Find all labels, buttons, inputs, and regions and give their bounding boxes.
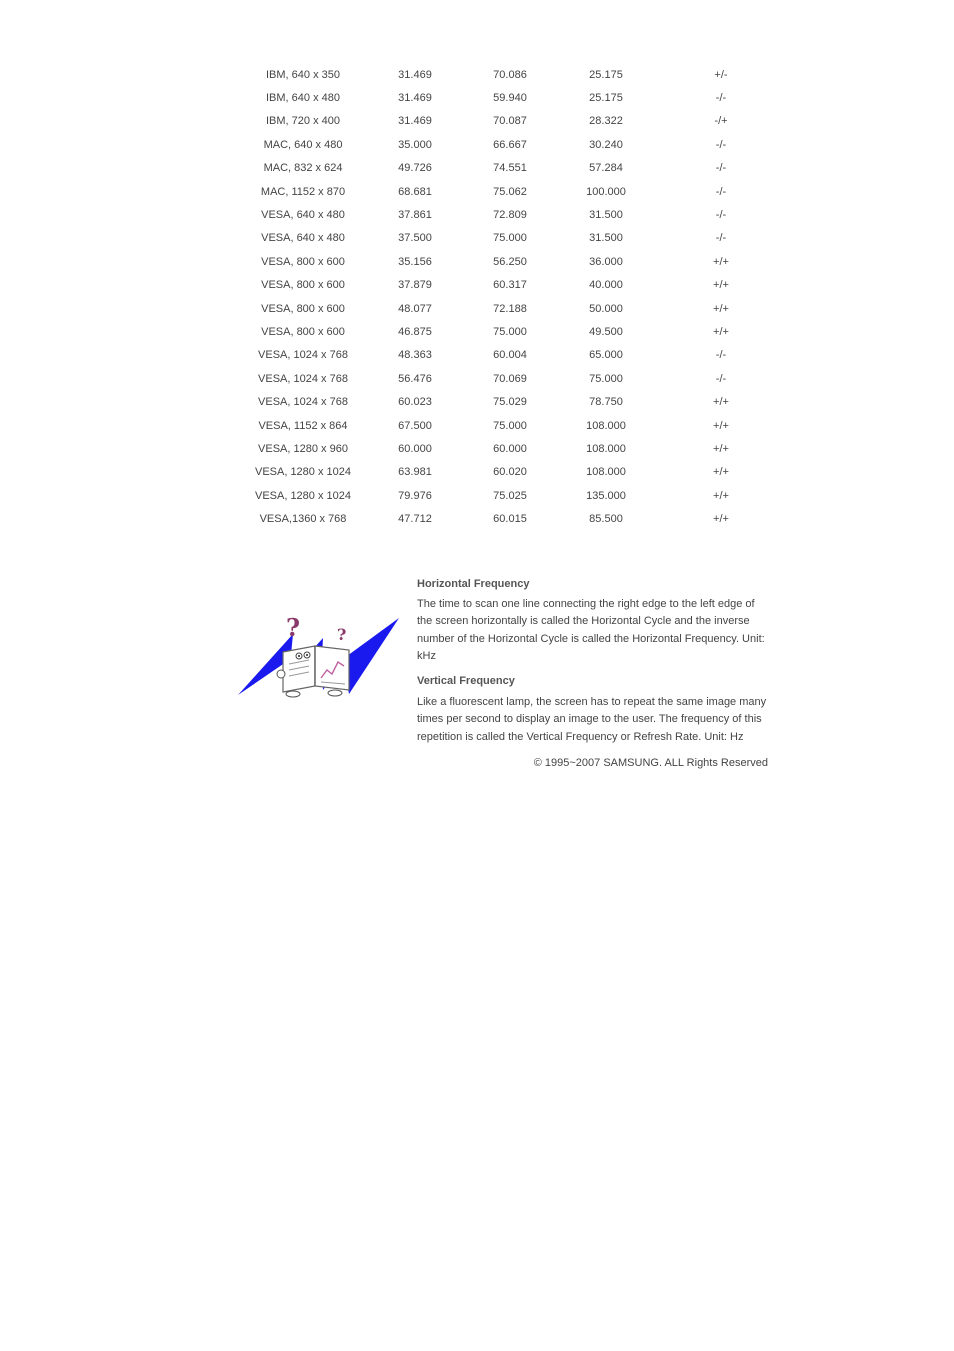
table-row	[249, 203, 777, 226]
table-cell: 48.363	[398, 349, 432, 362]
table-cell: MAC, 1152 x 870	[260, 185, 346, 198]
table-cell: +/+	[713, 419, 729, 432]
table-cell: VESA, 1024 x 768	[258, 349, 348, 362]
copyright-notice: © 1995~2007 SAMSUNG. ALL Rights Reserved	[533, 757, 768, 769]
table-row	[249, 507, 777, 530]
table-cell: -/-	[715, 138, 727, 151]
table-cell: 70.087	[493, 115, 527, 128]
table-cell: 60.000	[398, 442, 432, 455]
table-cell: 70.069	[493, 372, 527, 385]
table-cell: -/-	[715, 232, 727, 245]
table-cell: VESA, 1024 x 768	[258, 372, 348, 385]
svg-text:?: ?	[286, 613, 301, 642]
table-cell: 135.000	[586, 489, 626, 502]
table-cell: 30.240	[589, 138, 623, 151]
table-cell: 31.469	[398, 115, 432, 128]
table-cell: 57.284	[589, 162, 623, 175]
table-cell: 56.250	[493, 255, 527, 268]
table-cell: -/-	[715, 349, 727, 362]
table-row	[249, 367, 777, 390]
table-row	[249, 180, 777, 203]
table-cell: 78.750	[589, 396, 623, 409]
table-cell: -/-	[715, 372, 727, 385]
table-cell: -/+	[714, 115, 728, 128]
table-cell: 60.023	[398, 396, 432, 409]
table-cell: 75.062	[493, 185, 527, 198]
table-cell: 49.500	[589, 325, 623, 338]
table-cell: 65.000	[589, 349, 623, 362]
table-cell: 60.317	[493, 279, 527, 292]
table-cell: -/-	[715, 209, 727, 222]
table-cell: 60.004	[493, 349, 527, 362]
table-cell: +/+	[713, 279, 729, 292]
table-cell: +/+	[713, 325, 729, 338]
table-cell: 36.000	[589, 255, 623, 268]
table-cell: VESA, 800 x 600	[261, 302, 345, 315]
table-cell: -/-	[715, 185, 727, 198]
table-cell: 35.156	[398, 255, 432, 268]
table-cell: 35.000	[398, 138, 432, 151]
table-cell: +/+	[713, 442, 729, 455]
table-cell: 25.175	[589, 68, 623, 81]
table-cell: 60.000	[493, 442, 527, 455]
table-cell: 31.500	[589, 232, 623, 245]
table-cell: 70.086	[493, 68, 527, 81]
table-cell: VESA, 1152 x 864	[258, 419, 348, 432]
vertical-frequency-text: Like a fluorescent lamp, the screen has to repeat the same image many times per second to display an image to the user. The frequency of this repetition is called the Vertical Frequency or Refresh Rate. Unit: Hz	[417, 696, 767, 743]
table-cell: 63.981	[398, 466, 432, 479]
table-cell: 31.469	[398, 92, 432, 105]
table-cell: +/-	[714, 68, 728, 81]
monitor-book-question-icon	[237, 612, 401, 700]
table-cell: 66.667	[493, 138, 527, 151]
table-cell: 60.015	[493, 513, 527, 526]
display-modes-table	[249, 63, 777, 531]
table-cell: 48.077	[398, 302, 432, 315]
table-cell: 37.879	[398, 279, 432, 292]
table-cell: 108.000	[586, 419, 626, 432]
table-cell: 75.000	[589, 372, 623, 385]
table-cell: IBM, 640 x 350	[266, 68, 340, 81]
table-cell: 31.469	[398, 68, 432, 81]
table-cell: 37.861	[398, 209, 432, 222]
table-cell: +/+	[713, 302, 729, 315]
table-cell: 74.551	[493, 162, 527, 175]
table-cell: 50.000	[589, 302, 623, 315]
table-cell: 79.976	[398, 489, 432, 502]
table-cell: +/+	[713, 489, 729, 502]
table-row	[249, 344, 777, 367]
table-cell: 72.188	[493, 302, 527, 315]
table-row	[249, 227, 777, 250]
table-cell: 68.681	[398, 185, 432, 198]
table-cell: 75.000	[493, 232, 527, 245]
table-cell: MAC, 640 x 480	[263, 138, 343, 151]
table-cell: +/+	[713, 513, 729, 526]
table-cell: 28.322	[589, 115, 623, 128]
table-cell: 108.000	[586, 466, 626, 479]
table-cell: IBM, 720 x 400	[266, 115, 340, 128]
table-row	[249, 63, 777, 86]
table-row	[249, 461, 777, 484]
table-row	[249, 250, 777, 273]
table-cell: 47.712	[398, 513, 432, 526]
table-row	[249, 414, 777, 437]
table-row	[249, 157, 777, 180]
table-cell: VESA, 800 x 600	[261, 325, 345, 338]
table-cell: 40.000	[589, 279, 623, 292]
table-cell: 108.000	[586, 442, 626, 455]
table-cell: +/+	[713, 466, 729, 479]
table-cell: VESA, 800 x 600	[261, 279, 345, 292]
table-cell: VESA, 1280 x 960	[258, 442, 348, 455]
table-row	[249, 484, 777, 507]
display-modes-body	[249, 63, 777, 531]
table-cell: 49.726	[398, 162, 432, 175]
table-row	[249, 390, 777, 413]
table-cell: 56.476	[398, 372, 432, 385]
table-cell: 75.025	[493, 489, 527, 502]
table-cell: VESA,1360 x 768	[259, 513, 347, 526]
table-cell: VESA, 1280 x 1024	[254, 489, 351, 502]
table-row	[249, 86, 777, 109]
table-cell: 75.000	[493, 419, 527, 432]
table-row	[249, 437, 777, 460]
table-cell: IBM, 640 x 480	[266, 92, 340, 105]
table-cell: 67.500	[398, 419, 432, 432]
table-cell: 37.500	[398, 232, 432, 245]
table-cell: 75.029	[493, 396, 527, 409]
horizontal-frequency-text: The time to scan one line connecting the right edge to the left edge of the screen horizontally is called the Horizontal Cycle and the inverse number of the Horizontal Cycle is called the Horizontal Frequency. Unit: kHz	[417, 598, 765, 662]
table-cell: 72.809	[493, 209, 527, 222]
table-cell: -/-	[715, 162, 727, 175]
table-cell: 31.500	[589, 209, 623, 222]
table-cell: VESA, 800 x 600	[261, 255, 345, 268]
table-cell: -/-	[715, 92, 727, 105]
table-cell: VESA, 1024 x 768	[258, 396, 348, 409]
table-cell: +/+	[713, 396, 729, 409]
table-cell: 75.000	[493, 325, 527, 338]
table-row	[249, 297, 777, 320]
table-cell: VESA, 640 x 480	[261, 232, 345, 245]
table-cell: VESA, 640 x 480	[261, 209, 345, 222]
table-cell: MAC, 832 x 624	[263, 162, 343, 175]
table-cell: 60.020	[493, 466, 527, 479]
table-cell: +/+	[713, 255, 729, 268]
table-row	[249, 110, 777, 133]
table-cell: 85.500	[589, 513, 623, 526]
table-row	[249, 320, 777, 343]
vertical-frequency-heading: Vertical Frequency	[417, 675, 515, 687]
svg-text:?: ?	[337, 625, 347, 644]
table-row	[249, 133, 777, 156]
horizontal-frequency-heading: Horizontal Frequency	[417, 578, 530, 590]
table-cell: VESA, 1280 x 1024	[254, 466, 351, 479]
table-cell: 59.940	[493, 92, 527, 105]
table-cell: 46.875	[398, 325, 432, 338]
table-row	[249, 274, 777, 297]
table-cell: 100.000	[586, 185, 626, 198]
table-cell: 25.175	[589, 92, 623, 105]
